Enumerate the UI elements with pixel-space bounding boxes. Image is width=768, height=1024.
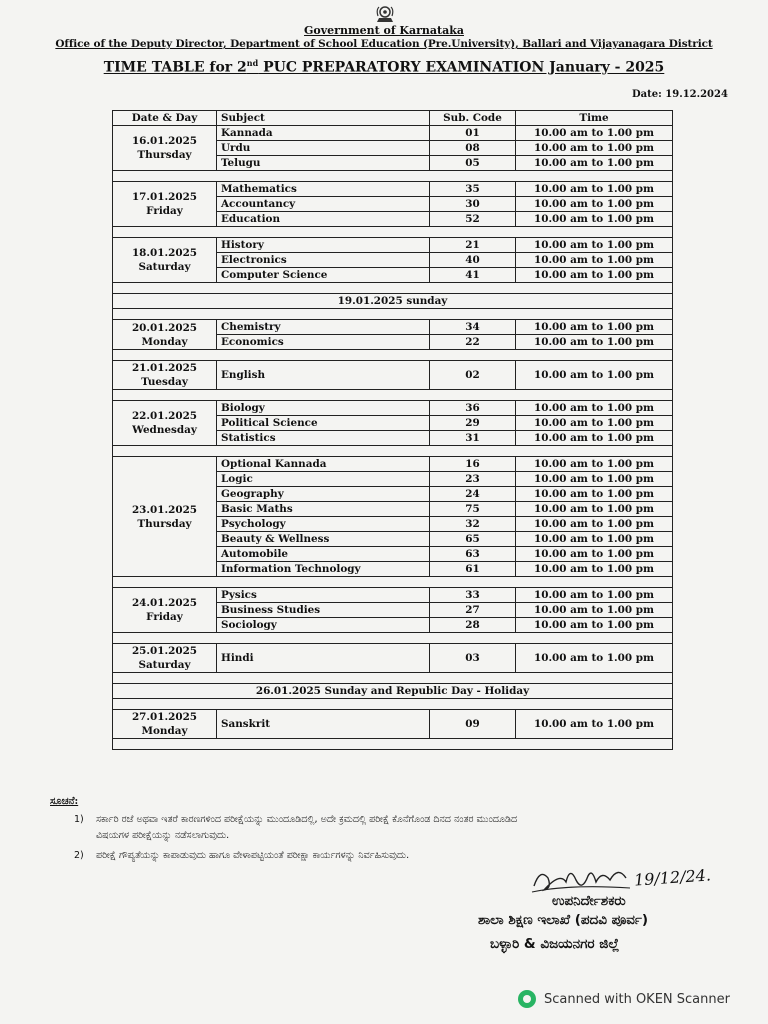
time-cell: 10.00 am to 1.00 pm xyxy=(516,618,673,633)
subject-cell: Mathematics xyxy=(217,182,430,197)
subject-cell: Beauty & Wellness xyxy=(217,532,430,547)
subject-code-cell: 28 xyxy=(430,618,516,633)
spacer-row xyxy=(113,577,673,588)
office-title: Office of the Deputy Director, Department of School Education (Pre.University), Ballari and Vijayanagara District xyxy=(55,38,713,50)
subject-code-cell: 52 xyxy=(430,212,516,227)
subject-cell: Pysics xyxy=(217,588,430,603)
time-cell: 10.00 am to 1.00 pm xyxy=(516,253,673,268)
subject-code-cell: 30 xyxy=(430,197,516,212)
subject-cell: Geography xyxy=(217,487,430,502)
subject-code-cell: 05 xyxy=(430,156,516,171)
date-day-cell xyxy=(113,457,217,577)
spacer-cell xyxy=(113,577,673,588)
time-cell: 10.00 am to 1.00 pm xyxy=(516,457,673,472)
subject-cell: Psychology xyxy=(217,517,430,532)
spacer-cell xyxy=(113,699,673,710)
table-row xyxy=(113,182,673,197)
spacer-row xyxy=(113,699,673,710)
spacer-cell xyxy=(113,350,673,361)
table-row xyxy=(113,710,673,739)
timetable-body xyxy=(113,126,673,750)
subject-cell: Optional Kannada xyxy=(217,457,430,472)
exam-weekday: Wednesday xyxy=(132,424,197,436)
spacer-cell xyxy=(113,227,673,238)
subject-code-cell: 16 xyxy=(430,457,516,472)
time-cell: 10.00 am to 1.00 pm xyxy=(516,588,673,603)
date-day-cell xyxy=(113,401,217,446)
exam-date: 17.01.2025 xyxy=(131,191,198,203)
table-row xyxy=(113,238,673,253)
col-header-date: Date & Day xyxy=(113,111,217,126)
spacer-row xyxy=(113,171,673,182)
subject-code-cell: 02 xyxy=(430,361,516,390)
signatory-department: ಶಾಲಾ ಶಿಕ್ಷಣ ಇಲಾಖೆ (ಪದವಿ ಪೂರ್ವ) xyxy=(478,912,649,928)
subject-cell: Political Science xyxy=(217,416,430,431)
spacer-row xyxy=(113,673,673,684)
spacer-row xyxy=(113,446,673,457)
subject-code-cell: 21 xyxy=(430,238,516,253)
subject-cell: Hindi xyxy=(217,644,430,673)
subject-cell: Sanskrit xyxy=(217,710,430,739)
exam-date: 24.01.2025 xyxy=(131,597,198,609)
subject-code-cell: 65 xyxy=(430,532,516,547)
subject-cell: Biology xyxy=(217,401,430,416)
time-cell: 10.00 am to 1.00 pm xyxy=(516,416,673,431)
date-day-cell xyxy=(113,361,217,390)
subject-code-cell: 41 xyxy=(430,268,516,283)
subject-code-cell: 29 xyxy=(430,416,516,431)
table-row xyxy=(113,126,673,141)
table-row xyxy=(113,588,673,603)
subject-code-cell: 31 xyxy=(430,431,516,446)
spacer-row xyxy=(113,309,673,320)
col-header-time: Time xyxy=(516,111,673,126)
time-cell: 10.00 am to 1.00 pm xyxy=(516,335,673,350)
time-cell: 10.00 am to 1.00 pm xyxy=(516,401,673,416)
subject-cell: Sociology xyxy=(217,618,430,633)
time-cell: 10.00 am to 1.00 pm xyxy=(516,710,673,739)
date-day-cell xyxy=(113,710,217,739)
exam-weekday: Saturday xyxy=(138,261,191,273)
time-cell: 10.00 am to 1.00 pm xyxy=(516,320,673,335)
signatory-district: ಬಳ್ಳಾರಿ & ವಿಜಯನಗರ ಜಿಲ್ಲೆ xyxy=(490,936,620,952)
timetable-title: TIME TABLE for 2nd PUC PREPARATORY EXAMINATION January - 2025 xyxy=(103,58,665,76)
exam-date: 21.01.2025 xyxy=(131,362,198,374)
state-emblem-icon xyxy=(374,4,396,24)
exam-weekday: Thursday xyxy=(137,149,192,161)
signatory-designation: ಉಪನಿರ್ದೇಶಕರು xyxy=(552,893,626,909)
subject-cell: English xyxy=(217,361,430,390)
date-day-cell xyxy=(113,238,217,283)
exam-date: 22.01.2025 xyxy=(131,410,198,422)
time-cell: 10.00 am to 1.00 pm xyxy=(516,156,673,171)
table-header-row xyxy=(113,111,673,126)
subject-cell: Economics xyxy=(217,335,430,350)
exam-date: 20.01.2025 xyxy=(131,321,198,334)
subject-code-cell: 34 xyxy=(430,320,516,335)
col-header-subject: Subject xyxy=(217,111,430,126)
holiday-label: 26.01.2025 Sunday and Republic Day - Holiday xyxy=(113,684,673,699)
exam-weekday: Tuesday xyxy=(141,376,188,388)
subject-cell: Basic Maths xyxy=(217,502,430,517)
table-row xyxy=(113,320,673,335)
spacer-cell xyxy=(113,739,673,750)
exam-weekday: Saturday xyxy=(138,659,191,671)
subject-code-cell: 01 xyxy=(430,126,516,141)
exam-date: 16.01.2025 xyxy=(131,135,198,147)
time-cell: 10.00 am to 1.00 pm xyxy=(516,212,673,227)
time-cell: 10.00 am to 1.00 pm xyxy=(516,182,673,197)
time-cell: 10.00 am to 1.00 pm xyxy=(516,517,673,532)
table-row xyxy=(113,401,673,416)
spacer-row xyxy=(113,283,673,294)
note-1: 1) ಸರ್ಕಾರಿ ರಜೆ ಅಥವಾ ಇತರೆ ಕಾರಣಗಳಿಂದ ಪರೀಕ್ಷೆಯನ್ನು ಮುಂದೂಡಿದಲ್ಲಿ, ಅದೇ ಕ್ರಮದಲ್ಲಿ ಪರೀಕ್ಷೆ ಕೊನೆಗೊಂಡ ದಿನದ ನಂತರ ಮುಂದೂಡಿದ xyxy=(74,814,518,825)
subject-cell: Urdu xyxy=(217,141,430,156)
subject-code-cell: 63 xyxy=(430,547,516,562)
date-day-cell xyxy=(113,126,217,171)
spacer-cell xyxy=(113,673,673,684)
subject-code-cell: 40 xyxy=(430,253,516,268)
holiday-row xyxy=(113,684,673,699)
subject-code-cell: 61 xyxy=(430,562,516,577)
spacer-cell xyxy=(113,446,673,457)
time-cell: 10.00 am to 1.00 pm xyxy=(516,238,673,253)
time-cell: 10.00 am to 1.00 pm xyxy=(516,562,673,577)
exam-weekday: Monday xyxy=(141,725,188,737)
subject-cell: Electronics xyxy=(217,253,430,268)
scanner-watermark xyxy=(518,990,730,1008)
subject-code-cell: 36 xyxy=(430,401,516,416)
time-cell: 10.00 am to 1.00 pm xyxy=(516,126,673,141)
scanner-label: Scanned with OKEN Scanner xyxy=(544,991,730,1007)
time-cell: 10.00 am to 1.00 pm xyxy=(516,487,673,502)
date-day-cell xyxy=(113,320,217,350)
holiday-row xyxy=(113,294,673,309)
time-cell: 10.00 am to 1.00 pm xyxy=(516,644,673,673)
date-day-cell xyxy=(113,182,217,227)
subject-cell: Telugu xyxy=(217,156,430,171)
subject-cell: Computer Science xyxy=(217,268,430,283)
exam-date: 27.01.2025 xyxy=(131,711,198,723)
government-title: Government of Karnataka xyxy=(304,24,464,37)
time-cell: 10.00 am to 1.00 pm xyxy=(516,197,673,212)
spacer-cell xyxy=(113,633,673,644)
subject-cell: Kannada xyxy=(217,126,430,141)
table-row xyxy=(113,644,673,673)
exam-date: 25.01.2025 xyxy=(131,645,198,657)
subject-code-cell: 33 xyxy=(430,588,516,603)
exam-weekday: Monday xyxy=(141,335,188,348)
scanner-logo-icon xyxy=(518,990,536,1008)
spacer-cell xyxy=(113,171,673,182)
time-cell: 10.00 am to 1.00 pm xyxy=(516,431,673,446)
note-2: 2) ಪರೀಕ್ಷೆ ಗೌಪ್ಯತೆಯನ್ನು ಕಾಪಾಡುವುದು ಹಾಗೂ ವೇಳಾಪಟ್ಟಿಯಂತೆ ಪರೀಕ್ಷಾ ಕಾರ್ಯಗಳನ್ನು ನಿರ್ವಹಿಸುವುದು. xyxy=(74,850,410,861)
spacer-cell xyxy=(113,283,673,294)
subject-cell: Automobile xyxy=(217,547,430,562)
exam-weekday: Thursday xyxy=(137,517,192,530)
timetable xyxy=(112,110,673,750)
subject-cell: Information Technology xyxy=(217,562,430,577)
subject-code-cell: 08 xyxy=(430,141,516,156)
holiday-label: 19.01.2025 sunday xyxy=(113,294,673,309)
subject-cell: Logic xyxy=(217,472,430,487)
time-cell: 10.00 am to 1.00 pm xyxy=(516,502,673,517)
exam-date: 23.01.2025 xyxy=(131,503,198,516)
subject-code-cell: 75 xyxy=(430,502,516,517)
spacer-row xyxy=(113,227,673,238)
spacer-cell xyxy=(113,390,673,401)
subject-code-cell: 22 xyxy=(430,335,516,350)
spacer-row xyxy=(113,633,673,644)
subject-code-cell: 23 xyxy=(430,472,516,487)
subject-cell: Education xyxy=(217,212,430,227)
table-row xyxy=(113,457,673,472)
date-day-cell xyxy=(113,588,217,633)
subject-cell: History xyxy=(217,238,430,253)
signature-date: 19/12/24. xyxy=(633,865,712,890)
time-cell: 10.00 am to 1.00 pm xyxy=(516,141,673,156)
subject-code-cell: 27 xyxy=(430,603,516,618)
spacer-cell xyxy=(113,309,673,320)
time-cell: 10.00 am to 1.00 pm xyxy=(516,603,673,618)
time-cell: 10.00 am to 1.00 pm xyxy=(516,472,673,487)
exam-date: 18.01.2025 xyxy=(131,247,198,259)
spacer-row xyxy=(113,390,673,401)
table-row xyxy=(113,361,673,390)
time-cell: 10.00 am to 1.00 pm xyxy=(516,547,673,562)
subject-cell: Chemistry xyxy=(217,320,430,335)
time-cell: 10.00 am to 1.00 pm xyxy=(516,268,673,283)
subject-code-cell: 03 xyxy=(430,644,516,673)
date-day-cell xyxy=(113,644,217,673)
time-cell: 10.00 am to 1.00 pm xyxy=(516,532,673,547)
exam-weekday: Friday xyxy=(146,611,183,623)
subject-code-cell: 35 xyxy=(430,182,516,197)
note-1-continued: ವಿಷಯಗಳ ಪರೀಕ್ಷೆಯನ್ನು ನಡೆಸಲಾಗುವುದು. xyxy=(96,830,230,841)
spacer-row xyxy=(113,739,673,750)
col-header-code: Sub. Code xyxy=(430,111,516,126)
time-cell: 10.00 am to 1.00 pm xyxy=(516,361,673,390)
spacer-row xyxy=(113,350,673,361)
subject-code-cell: 32 xyxy=(430,517,516,532)
issue-date: Date: 19.12.2024 xyxy=(632,89,728,100)
subject-code-cell: 24 xyxy=(430,487,516,502)
exam-weekday: Friday xyxy=(146,205,183,217)
subject-cell: Statistics xyxy=(217,431,430,446)
subject-cell: Business Studies xyxy=(217,603,430,618)
subject-cell: Accountancy xyxy=(217,197,430,212)
notes-title: ಸೂಚನೆ: xyxy=(50,796,79,807)
subject-code-cell: 09 xyxy=(430,710,516,739)
